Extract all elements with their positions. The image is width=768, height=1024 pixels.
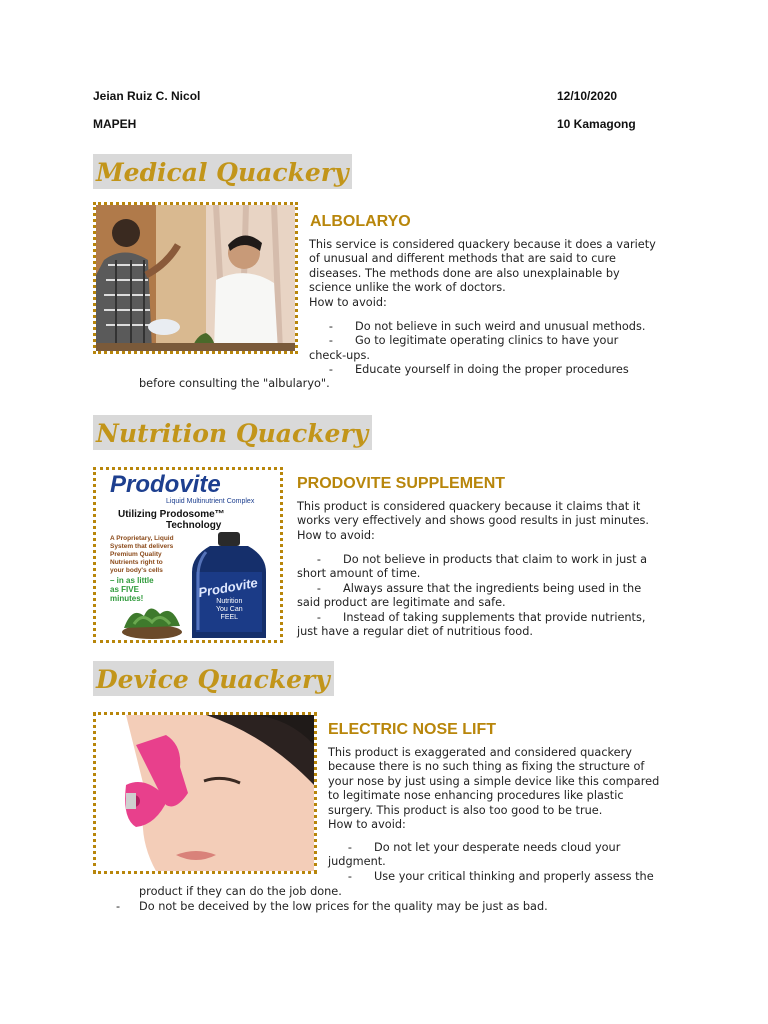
list-item: - Educate yourself in doing the proper procedures: [328, 363, 629, 377]
desc-line: to legitimate nose enhancing procedures like plastic: [328, 789, 624, 803]
ad-claim: A Proprietary, Liquid System that delivers Premium Quality Nutrients right to your body's cells: [110, 535, 174, 574]
desc-line: science unlike the work of doctors.: [309, 281, 506, 295]
student-name: Jeian Ruiz C. Nicol: [93, 89, 201, 103]
item-title-nose-lift: ELECTRIC NOSE LIFT: [328, 721, 496, 738]
albolaryo-illustration: [96, 205, 295, 351]
subject: MAPEH: [93, 117, 137, 131]
list-item: - Always assure that the ingredients being used in the: [316, 581, 642, 595]
how-to-avoid-label: How to avoid:: [309, 295, 387, 309]
section-title-medical: Medical Quackery: [93, 154, 352, 189]
albolaryo-bullets: [309, 320, 709, 378]
list-item: - Do not believe in products that claim to work in just a: [316, 553, 648, 566]
date: 12/10/2020: [557, 89, 618, 103]
ad-brand: Prodovite: [110, 471, 221, 498]
albolaryo-text: [309, 238, 689, 310]
list-item: - Instead of taking supplements that provide nutrients,: [316, 610, 646, 624]
nose-lift-photo: [93, 712, 317, 874]
list-item-cont: just have a regular diet of nutritious food.: [297, 625, 533, 639]
list-item-cont: said product are legitimate and safe.: [297, 596, 506, 610]
list-item-cont: check-ups.: [309, 348, 370, 362]
herbs-illustration: [114, 598, 190, 640]
desc-line: This product is considered quackery because it claims that it: [297, 500, 641, 513]
list-item: - Do not let your desperate needs cloud your: [347, 841, 621, 854]
how-to-avoid-label: How to avoid:: [328, 818, 406, 832]
item-title-albolaryo: ALBOLARYO: [310, 213, 411, 230]
list-item-cont: short amount of time.: [297, 567, 421, 581]
desc-line: of unusual and different methods that are said to cure: [309, 252, 616, 266]
section-title-nutrition: Nutrition Quackery: [93, 415, 372, 450]
ad-highlight: – in as little as FIVE minutes!: [110, 576, 154, 603]
class-section: 10 Kamagong: [557, 117, 636, 131]
list-item: - Use your critical thinking and properly assess the: [347, 869, 654, 883]
section-title-device: Device Quackery: [93, 661, 334, 696]
desc-line: diseases. The methods done are also unexplainable by: [309, 266, 620, 280]
ad-subtitle: Liquid Multinutrient Complex: [166, 498, 255, 505]
prodovite-text: [297, 500, 697, 543]
list-item-cont: product if they can do the job done.: [139, 885, 342, 898]
nose-lift-illustration: [96, 715, 314, 871]
desc-line: works very effectively and shows good results in just minutes.: [297, 514, 650, 528]
list-item: - Go to legitimate operating clinics to have your: [328, 334, 619, 348]
prodovite-bullets: [297, 553, 697, 639]
nose-lift-bullets: [328, 841, 708, 884]
how-to-avoid-label: How to avoid:: [297, 528, 375, 542]
item-title-prodovite: PRODOVITE SUPPLEMENT: [297, 475, 506, 492]
desc-line: surgery. This product is also too good to be true.: [328, 803, 603, 817]
list-item: - Do not be deceived by the low prices for the quality may be just as bad.: [116, 900, 548, 913]
prodovite-ad: [93, 467, 283, 643]
list-item: - Do not believe in such weird and unusual methods.: [328, 320, 646, 333]
nose-lift-text: [328, 746, 708, 832]
list-item-cont: before consulting the "albularyo".: [139, 377, 330, 390]
desc-line: This product is exaggerated and considered quackery: [328, 746, 632, 759]
bottle-brand: Prodovite: [197, 574, 259, 601]
albolaryo-photo: [93, 202, 298, 354]
ad-tagline-1: Utilizing Prodosome™: [118, 509, 225, 520]
desc-line: your nose by just using a simple device like this compared: [328, 774, 660, 788]
list-item-cont: judgment.: [328, 855, 386, 869]
bottle-text: Nutrition You Can FEEL: [216, 598, 243, 621]
desc-line: because there is no such thing as fixing the structure of: [328, 760, 645, 774]
desc-line: This service is considered quackery because it does a variety: [309, 238, 656, 251]
ad-tagline-2: Technology: [166, 520, 222, 531]
